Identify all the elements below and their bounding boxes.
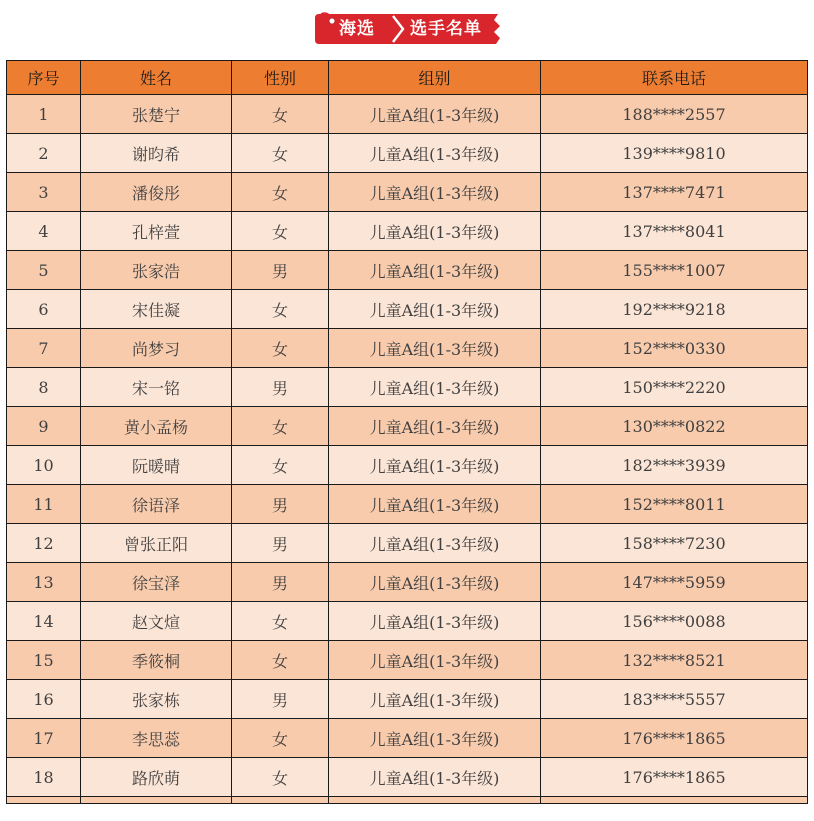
cell-phone: 155****1007 bbox=[541, 251, 808, 290]
cell-name: 谢昀希 bbox=[81, 134, 232, 173]
cell-group: 儿童A组(1-3年级) bbox=[329, 446, 541, 485]
table-row bbox=[7, 134, 808, 173]
cell-phone: 150****2220 bbox=[541, 368, 808, 407]
cell-group: 儿童A组(1-3年级) bbox=[329, 563, 541, 602]
cell-index: 17 bbox=[7, 719, 81, 758]
header-name: 姓名 bbox=[81, 61, 232, 95]
cell-gender: 女 bbox=[232, 212, 329, 251]
cell-name: 宋佳凝 bbox=[81, 290, 232, 329]
cell-index: 2 bbox=[7, 134, 81, 173]
chevron-right-icon bbox=[389, 14, 407, 44]
header-index: 序号 bbox=[7, 61, 81, 95]
cell-phone: 147****5959 bbox=[541, 563, 808, 602]
cell-gender: 女 bbox=[232, 719, 329, 758]
cell-gender bbox=[232, 797, 329, 804]
cell-group bbox=[329, 797, 541, 804]
cell-name: 宋一铭 bbox=[81, 368, 232, 407]
cell-index: 1 bbox=[7, 95, 81, 134]
cell-index bbox=[7, 797, 81, 804]
table-row bbox=[7, 251, 808, 290]
cell-gender: 男 bbox=[232, 563, 329, 602]
cell-index: 4 bbox=[7, 212, 81, 251]
cell-group: 儿童A组(1-3年级) bbox=[329, 407, 541, 446]
cell-group: 儿童A组(1-3年级) bbox=[329, 173, 541, 212]
cell-phone: 132****8521 bbox=[541, 641, 808, 680]
cell-gender: 男 bbox=[232, 485, 329, 524]
cell-phone: 130****0822 bbox=[541, 407, 808, 446]
tag-hole-icon bbox=[318, 12, 340, 28]
cell-index: 16 bbox=[7, 680, 81, 719]
cell-group: 儿童A组(1-3年级) bbox=[329, 485, 541, 524]
table-row bbox=[7, 212, 808, 251]
cell-group: 儿童A组(1-3年级) bbox=[329, 719, 541, 758]
cell-index: 3 bbox=[7, 173, 81, 212]
table-row bbox=[7, 758, 808, 797]
table-row bbox=[7, 446, 808, 485]
cell-name: 潘俊彤 bbox=[81, 173, 232, 212]
cell-group: 儿童A组(1-3年级) bbox=[329, 134, 541, 173]
cell-index: 11 bbox=[7, 485, 81, 524]
cell-phone: 152****8011 bbox=[541, 485, 808, 524]
cell-index: 6 bbox=[7, 290, 81, 329]
cell-group: 儿童A组(1-3年级) bbox=[329, 212, 541, 251]
cell-group: 儿童A组(1-3年级) bbox=[329, 602, 541, 641]
cell-name: 路欣萌 bbox=[81, 758, 232, 797]
cell-gender: 女 bbox=[232, 641, 329, 680]
cell-gender: 女 bbox=[232, 290, 329, 329]
cell-name: 孔梓萱 bbox=[81, 212, 232, 251]
cell-phone: 156****0088 bbox=[541, 602, 808, 641]
cell-gender: 女 bbox=[232, 95, 329, 134]
cell-gender: 男 bbox=[232, 524, 329, 563]
cell-group: 儿童A组(1-3年级) bbox=[329, 641, 541, 680]
cell-name: 季筱桐 bbox=[81, 641, 232, 680]
cell-gender: 女 bbox=[232, 173, 329, 212]
cell-index: 10 bbox=[7, 446, 81, 485]
cell-name: 徐语泽 bbox=[81, 485, 232, 524]
cell-gender: 女 bbox=[232, 758, 329, 797]
cell-gender: 男 bbox=[232, 251, 329, 290]
table-row bbox=[7, 485, 808, 524]
header-group: 组别 bbox=[329, 61, 541, 95]
cell-phone: 188****2557 bbox=[541, 95, 808, 134]
cell-phone: 183****5557 bbox=[541, 680, 808, 719]
cell-phone: 152****0330 bbox=[541, 329, 808, 368]
cell-phone: 137****7471 bbox=[541, 173, 808, 212]
table-row bbox=[7, 641, 808, 680]
cell-phone: 176****1865 bbox=[541, 719, 808, 758]
cell-index: 9 bbox=[7, 407, 81, 446]
table-row bbox=[7, 407, 808, 446]
table-row bbox=[7, 602, 808, 641]
cell-phone: 158****7230 bbox=[541, 524, 808, 563]
cell-group: 儿童A组(1-3年级) bbox=[329, 524, 541, 563]
contestant-table bbox=[6, 60, 808, 804]
table-row bbox=[7, 563, 808, 602]
cell-name: 张楚宁 bbox=[81, 95, 232, 134]
cell-phone: 176****1865 bbox=[541, 758, 808, 797]
cell-name: 阮暖晴 bbox=[81, 446, 232, 485]
cell-index: 15 bbox=[7, 641, 81, 680]
table-header-row bbox=[7, 61, 808, 95]
table-row bbox=[7, 524, 808, 563]
table-row bbox=[7, 173, 808, 212]
cell-phone bbox=[541, 797, 808, 804]
cell-group: 儿童A组(1-3年级) bbox=[329, 680, 541, 719]
table-row bbox=[7, 680, 808, 719]
table-row bbox=[7, 290, 808, 329]
cell-group: 儿童A组(1-3年级) bbox=[329, 95, 541, 134]
banner-right-label: 选手名单 bbox=[410, 19, 482, 39]
cell-gender: 女 bbox=[232, 407, 329, 446]
cell-group: 儿童A组(1-3年级) bbox=[329, 329, 541, 368]
cell-gender: 男 bbox=[232, 368, 329, 407]
cell-phone: 139****9810 bbox=[541, 134, 808, 173]
cell-gender: 女 bbox=[232, 446, 329, 485]
cell-name: 曾张正阳 bbox=[81, 524, 232, 563]
header-gender: 性别 bbox=[232, 61, 329, 95]
cell-gender: 男 bbox=[232, 680, 329, 719]
cell-group: 儿童A组(1-3年级) bbox=[329, 290, 541, 329]
table-row bbox=[7, 329, 808, 368]
cell-group: 儿童A组(1-3年级) bbox=[329, 368, 541, 407]
table-row-cut-off bbox=[7, 797, 808, 804]
table-row bbox=[7, 95, 808, 134]
banner-left-label: 海选 bbox=[339, 19, 375, 39]
cell-group: 儿童A组(1-3年级) bbox=[329, 251, 541, 290]
cell-phone: 192****9218 bbox=[541, 290, 808, 329]
cell-name: 黄小孟杨 bbox=[81, 407, 232, 446]
cell-name: 张家栋 bbox=[81, 680, 232, 719]
table-row bbox=[7, 368, 808, 407]
cell-gender: 女 bbox=[232, 134, 329, 173]
title-banner bbox=[313, 4, 503, 48]
cell-name: 张家浩 bbox=[81, 251, 232, 290]
cell-name bbox=[81, 797, 232, 804]
cell-index: 14 bbox=[7, 602, 81, 641]
cell-name: 徐宝泽 bbox=[81, 563, 232, 602]
cell-phone: 137****8041 bbox=[541, 212, 808, 251]
cell-index: 7 bbox=[7, 329, 81, 368]
cell-name: 赵文煊 bbox=[81, 602, 232, 641]
table-body bbox=[7, 95, 808, 804]
cell-index: 18 bbox=[7, 758, 81, 797]
table-row bbox=[7, 719, 808, 758]
cell-name: 李思蕊 bbox=[81, 719, 232, 758]
cell-index: 12 bbox=[7, 524, 81, 563]
cell-gender: 女 bbox=[232, 602, 329, 641]
cell-gender: 女 bbox=[232, 329, 329, 368]
cell-index: 13 bbox=[7, 563, 81, 602]
cell-index: 8 bbox=[7, 368, 81, 407]
cell-phone: 182****3939 bbox=[541, 446, 808, 485]
cell-index: 5 bbox=[7, 251, 81, 290]
cell-name: 尚梦习 bbox=[81, 329, 232, 368]
cell-group: 儿童A组(1-3年级) bbox=[329, 758, 541, 797]
header-phone: 联系电话 bbox=[541, 61, 808, 95]
